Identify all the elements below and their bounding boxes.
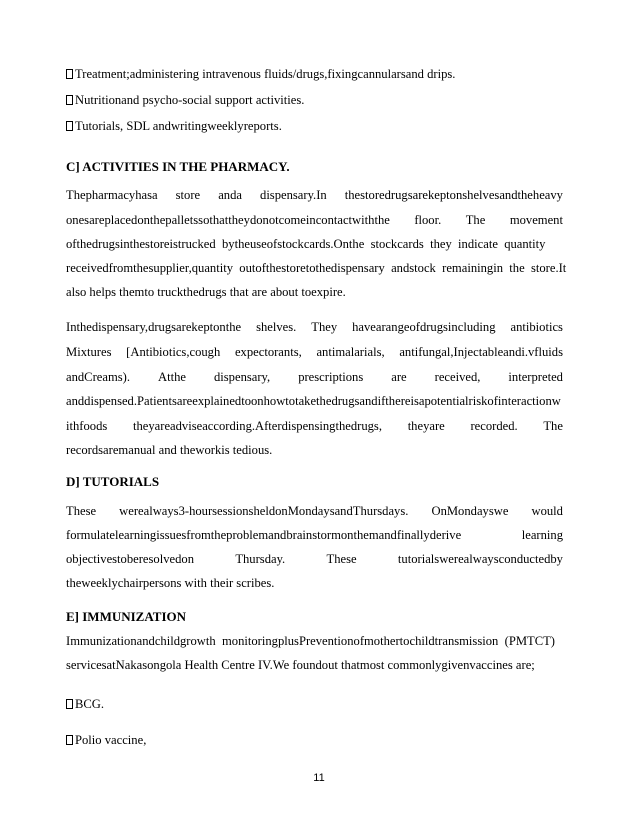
bullet-box-icon [66,95,73,105]
section-heading-immunization: E] IMMUNIZATION [66,609,187,624]
paragraph-line: receivedfromthesupplier,quantity outofthestoretothedispensary andstock remainingin the store.It [66,261,567,275]
paragraph-line: ofthedrugsinthestoreistrucked bytheuseofstockcards.Onthe stockcards they indicate quantity [66,237,546,251]
page-number: 11 [313,772,325,784]
bullet-item-treatment: Treatment;administering intravenous fluids/drugs,fixingcannularsand drips. [66,67,455,82]
section-heading-pharmacy: C] ACTIVITIES IN THE PHARMACY. [66,159,290,174]
bullet-box-icon [66,69,73,79]
paragraph-line: also helps themto truckthedrugs that are about toexpire. [66,285,346,299]
bullet-box-icon [66,121,73,131]
paragraph-line: recordsaremanual and theworkis tedious. [66,443,273,457]
paragraph-line: Thepharmacyhasa store anda dispensary.In thestoredrugsarekeptonshelvesandtheheavy [66,188,563,202]
paragraph-line: onesareplacedonthepalletssothattheydonotcomeincontactwiththe floor. The movement [66,213,563,227]
bullet-item-tutorials: Tutorials, SDL andwritingweeklyreports. [66,119,282,134]
bullet-item-polio: Polio vaccine, [66,733,146,748]
bullet-item-bcg: BCG. [66,697,104,712]
paragraph-line: Immunizationandchildgrowth monitoringplusPreventionofmothertochildtransmission (PMTCT) [66,634,555,648]
paragraph-line: servicesatNakasongola Health Centre IV.We foundout thatmost commonlygivenvaccines are; [66,658,535,672]
paragraph-line: anddispensed.Patientsareexplainedtoonhowtotakethedrugsandifthereisapotentialriskofinteractionw [66,394,561,408]
paragraph-line: objectivestoberesolvedon Thursday. These tutorialswerealwaysconductedby [66,552,563,566]
section-heading-tutorials: D] TUTORIALS [66,474,160,489]
bullet-box-icon [66,735,73,745]
paragraph-line: andCreams). Atthe dispensary, prescriptions are received, interpreted [66,370,563,384]
paragraph-line: formulatelearningissuesfromtheproblemandbrainstormonthemandfinallyderive learning [66,528,563,542]
paragraph-line: Mixtures [Antibiotics,cough expectorants, antimalarials, antifungal,Injectableandi.vfluids [66,345,563,359]
paragraph-line: ithfoods theyareadviseaccording.Afterdispensingthedrugs, theyare recorded. The [66,419,563,433]
bullet-box-icon [66,699,73,709]
bullet-item-nutrition: Nutritionand psycho-social support activities. [66,93,304,108]
paragraph-line: These werealways3-hoursessionsheldonMondaysandThursdays. OnMondayswe would [66,504,563,518]
paragraph-line: Inthedispensary,drugsarekeptonthe shelves. They havearangeofdrugsincluding antibiotics [66,320,563,334]
paragraph-line: theweeklychairpersons with their scribes. [66,576,275,590]
